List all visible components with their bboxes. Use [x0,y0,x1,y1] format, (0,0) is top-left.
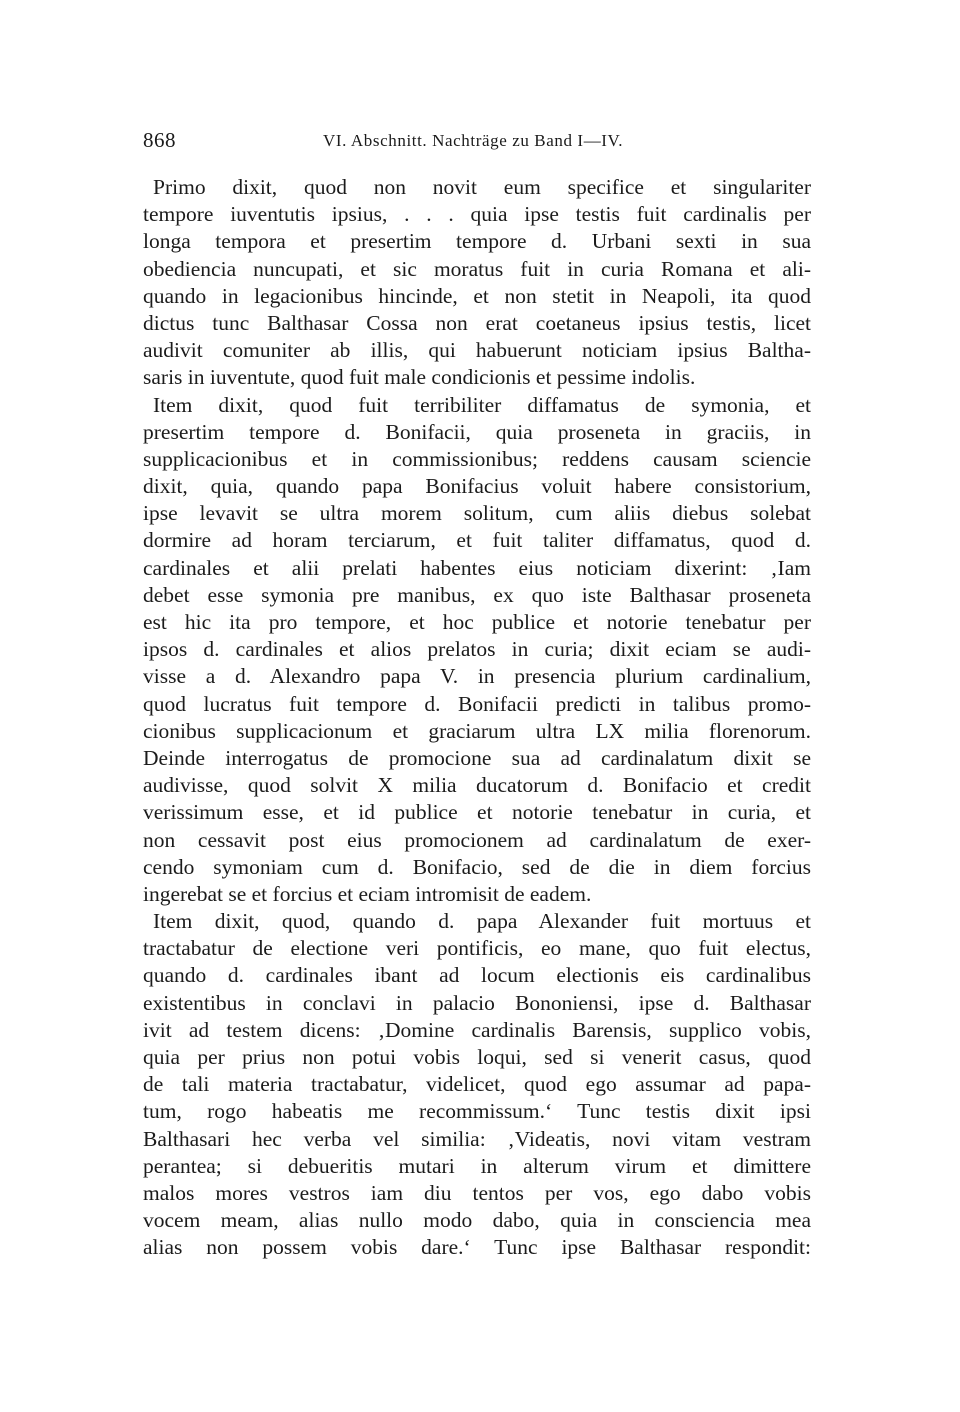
text-line: tum, rogo habeatis me recommissum.‘ Tunc testis dixit ipsi [143,1099,811,1124]
text-line: ingerebat se et forcius et eciam intromisit de eadem. [143,881,592,906]
text-line: tractabatur de electione veri pontificis, eo mane, quo fuit electus, [143,936,811,961]
text-line: vocem meam, alias nullo modo dabo, quia in consciencia mea [143,1208,811,1233]
text-line: Primo dixit, quod non novit eum specifice et singulariter [153,175,811,199]
text-line: ipsos d. cardinales et alios prelatos in curia; dixit eciam se audi- [143,637,811,662]
text-line: supplicacionibus et in commissionibus; reddens causam sciencie [143,446,811,471]
text-line: quia per prius non potui vobis loqui, sed si venerit casus, quod [143,1045,811,1069]
text-line: cardinales et alii prelati habentes eius noticiam dixerint: ‚Iam [143,555,811,580]
text-line: tempore iuventutis ipsius, . . . quia ipse testis fuit cardinalis per [143,202,811,227]
text-line: Balthasari hec verba vel similia: ‚Videatis, novi vitam vestram [143,1126,811,1151]
text-line: verissimum esse, et id publice et notorie tenebatur in curia, et [143,800,811,825]
text-line: non cessavit post eius promocionem ad cardinalatum de exer- [143,827,811,852]
text-line: saris in iuventute, quod fuit male condicionis et pessime indolis. [143,365,696,390]
running-head: VI. Abschnitt. Nachträge zu Band I—IV. [323,131,624,150]
text-line: de tali materia tractabatur, videlicet, quod ego assumar ad papa- [143,1072,811,1097]
text-line: alias non possem vobis dare.‘ Tunc ipse Balthasar respondit: [143,1235,811,1260]
text-line: est hic ita pro tempore, et hoc publice et notorie tenebatur per [143,610,811,634]
text-line: visse a d. Alexandro papa V. in presencia plurium cardinalium, [143,664,811,689]
text-line: cionibus supplicacionum et graciarum ultra LX milia florenorum. [143,718,811,743]
text-line: longa tempora et presertim tempore d. Urbani sexti in sua [143,229,811,254]
text-line: Item dixit, quod fuit terribiliter diffamatus de symonia, et [153,392,811,417]
text-line: audivit comuniter ab illis, qui habuerunt noticiam ipsius Baltha- [143,338,811,363]
text-line: dictus tunc Balthasar Cossa non erat coetaneus ipsius testis, licet [143,310,811,335]
text-line: obediencia nuncupati, et sic moratus fuit in curia Romana et ali- [143,256,811,281]
page-number: 868 [143,128,176,152]
text-line: cendo symoniam cum d. Bonifacio, sed de die in diem forcius [143,854,811,879]
text-line: ipse levavit se ultra morem solitum, cum aliis diebus solebat [143,501,811,526]
text-line: debet esse symonia pre manibus, ex quo iste Balthasar proseneta [143,582,811,607]
text-line: Deinde interrogatus de promocione sua ad cardinalatum dixit se [143,745,811,770]
text-line: quando d. cardinales ibant ad locum electionis eis cardinalibus [143,963,811,988]
body-text [143,174,811,1262]
text-line: malos mores vestros iam diu tentos per vos, ego dabo vobis [143,1180,811,1205]
text-line: dormire ad horam terciarum, et fuit taliter diffamatus, quod d. [143,528,811,553]
text-line: dixit, quia, quando papa Bonifacius voluit habere consistorium, [143,474,811,499]
page-header [143,128,811,158]
text-line: quod lucratus fuit tempore d. Bonifacii predicti in talibus promo- [143,691,811,716]
text-line: audivisse, quod solvit X milia ducatorum d. Bonifacio et credit [143,773,811,798]
text-line: quando in legacionibus hincinde, et non stetit in Neapoli, ita quod [143,283,811,308]
text-line: perantea; si debueritis mutari in alterum virum et dimittere [143,1153,811,1178]
text-line: presertim tempore d. Bonifacii, quia proseneta in graciis, in [143,419,811,444]
text-line: Item dixit, quod, quando d. papa Alexander fuit mortuus et [153,909,811,934]
text-line: existentibus in conclavi in palacio Bononiensi, ipse d. Balthasar [143,990,811,1015]
text-line: ivit ad testem dicens: ‚Domine cardinalis Barensis, supplico vobis, [143,1017,811,1042]
